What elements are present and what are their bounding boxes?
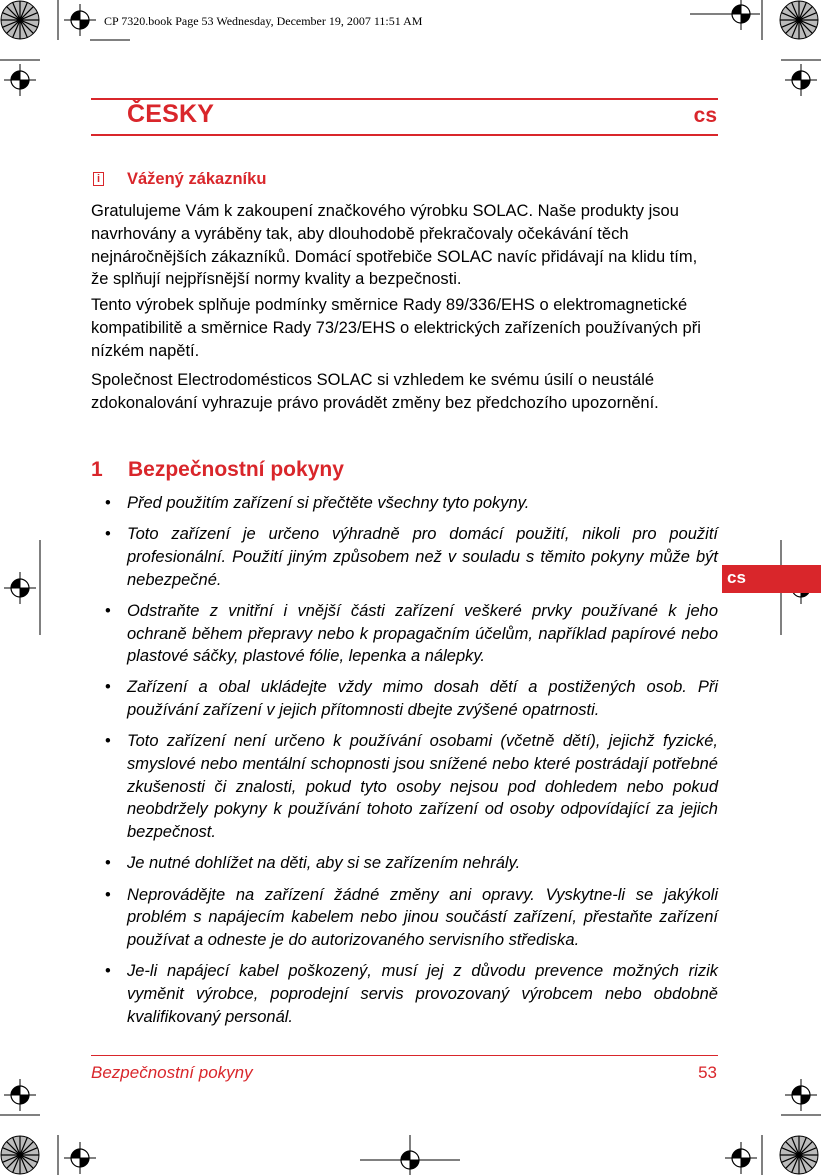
list-item	[91, 492, 718, 515]
bullet-icon: •	[105, 525, 111, 544]
safety-instructions-list	[91, 492, 718, 1037]
list-item-text: Zařízení a obal ukládejte vždy mimo dosah dětí a postižených osob. Při používání zařízení v jejich přítomnosti dbejte zvýšené opatrnosti.	[127, 678, 718, 720]
intro-paragraph: Gratulujeme Vám k zakoupení značkového výrobku SOLAC. Naše produkty jsou navrhovány a vyráběny tak, aby dlouhodobě překračovaly očekávání těch nejnáročnějších zákazníků. Domácí spotřebiče SOLAC navíc přidávají na klidu tím, že splňují nejpřísnější normy kvality a bezpečnosti.	[91, 202, 698, 289]
intro-paragraph: Tento výrobek splňuje podmínky směrnice Rady 89/336/EHS o elektromagnetické kompatibilitě a směrnice Rady 73/23/EHS o elektrických zařízeních používaných při nízkém napětí.	[91, 296, 701, 360]
starburst-mark-bottom-right	[780, 1136, 818, 1174]
bullet-icon: •	[105, 678, 111, 697]
bullet-icon: •	[105, 854, 111, 873]
page-number: 53	[698, 1063, 717, 1082]
bullet-icon: •	[105, 494, 111, 512]
language-side-tab: cs	[722, 565, 821, 593]
list-item-text: Toto zařízení je určeno výhradně pro domácí použití, nikoli pro použití profesionální. Použití jiným způsobem než v souladu s těmito pokyny může být nebezpečné.	[127, 525, 718, 589]
intro-paragraph: Společnost Electrodomésticos SOLAC si vzhledem ke svému úsilí o neustálé zdokonalování vyhrazuje právo provádět změny bez předchozího upozornění.	[91, 371, 659, 412]
list-item-text: Je-li napájecí kabel poškozený, musí jej z důvodu prevence možných rizik vyměnit výrobce, poprodejní servis provozovaný výrobcem nebo obdobně kvalifikovaný personál.	[127, 962, 718, 1026]
list-item	[91, 884, 718, 952]
section-heading	[91, 458, 718, 488]
registration-mark-right-top	[785, 64, 817, 96]
list-item-text: Je nutné dohlížet na děti, aby si se zařízením nehrály.	[127, 854, 521, 873]
list-item	[91, 960, 718, 1028]
bullet-icon: •	[105, 732, 111, 751]
list-item-text: Před použitím zařízení si přečtěte všechny tyto pokyny.	[127, 494, 530, 512]
list-item	[91, 523, 718, 591]
footer-rule	[91, 1055, 718, 1056]
registration-mark-bottom-1	[64, 1142, 96, 1174]
header-bottom-rule	[91, 134, 718, 136]
list-item	[91, 600, 718, 668]
list-item-text: Toto zařízení není určeno k používání osobami (včetně dětí), jejichž fyzické, smyslové nebo mentální schopnosti jsou snížené nebo které postrádají potřebné zkušenosti či znalosti, pokud tyto osoby nejsou pod dohledem nebo pokud neobdržely pokyny k používání tohoto zařízení od osoby odpovídající za jejich bezpečnost.	[127, 732, 718, 842]
registration-mark-left-bottom	[4, 1079, 36, 1111]
registration-mark-right-bottom	[785, 1079, 817, 1111]
starburst-mark-top-right	[780, 1, 818, 39]
language-title: ČESKY	[127, 100, 215, 128]
registration-mark-left-top	[4, 64, 36, 96]
registration-mark-left-middle	[4, 572, 36, 604]
list-item	[91, 676, 718, 721]
section-title: Bezpečnostní pokyny	[128, 458, 344, 481]
info-icon: i	[93, 172, 104, 186]
bullet-icon: •	[105, 601, 111, 620]
intro-title: Vážený zákazníku	[127, 170, 267, 188]
starburst-mark-top-left	[1, 1, 39, 39]
list-item-text: Odstraňte z vnitřní i vnější části zařízení veškeré prvky používané k jeho ochraně během přepravy nebo k propagačním účelům, například papírové nebo plastové sáčky, plastové fólie, lepenka a nálepky.	[127, 601, 718, 666]
bullet-icon: •	[105, 962, 111, 981]
registration-mark-bottom-3	[725, 1142, 757, 1174]
print-header: CP 7320.book Page 53 Wednesday, December 19, 2007 11:51 AM	[104, 14, 423, 28]
intro-heading	[91, 170, 718, 190]
registration-mark-top-1	[64, 4, 96, 36]
section-number: 1	[91, 458, 103, 481]
footer-section-name: Bezpečnostní pokyny	[91, 1063, 253, 1082]
language-code: cs	[693, 104, 717, 127]
list-item	[91, 730, 718, 844]
starburst-mark-bottom-left	[1, 1136, 39, 1174]
list-item-text: Neprovádějte na zařízení žádné změny ani opravy. Vyskytne-li se jakýkoli problém s napájecím kabelem nebo jinou součástí zařízení, přestaňte zařízení používat a odneste je do autorizovaného servisního střediska.	[127, 885, 718, 949]
bullet-icon: •	[105, 885, 111, 904]
list-item	[91, 852, 718, 875]
registration-mark-top-2	[725, 0, 757, 30]
